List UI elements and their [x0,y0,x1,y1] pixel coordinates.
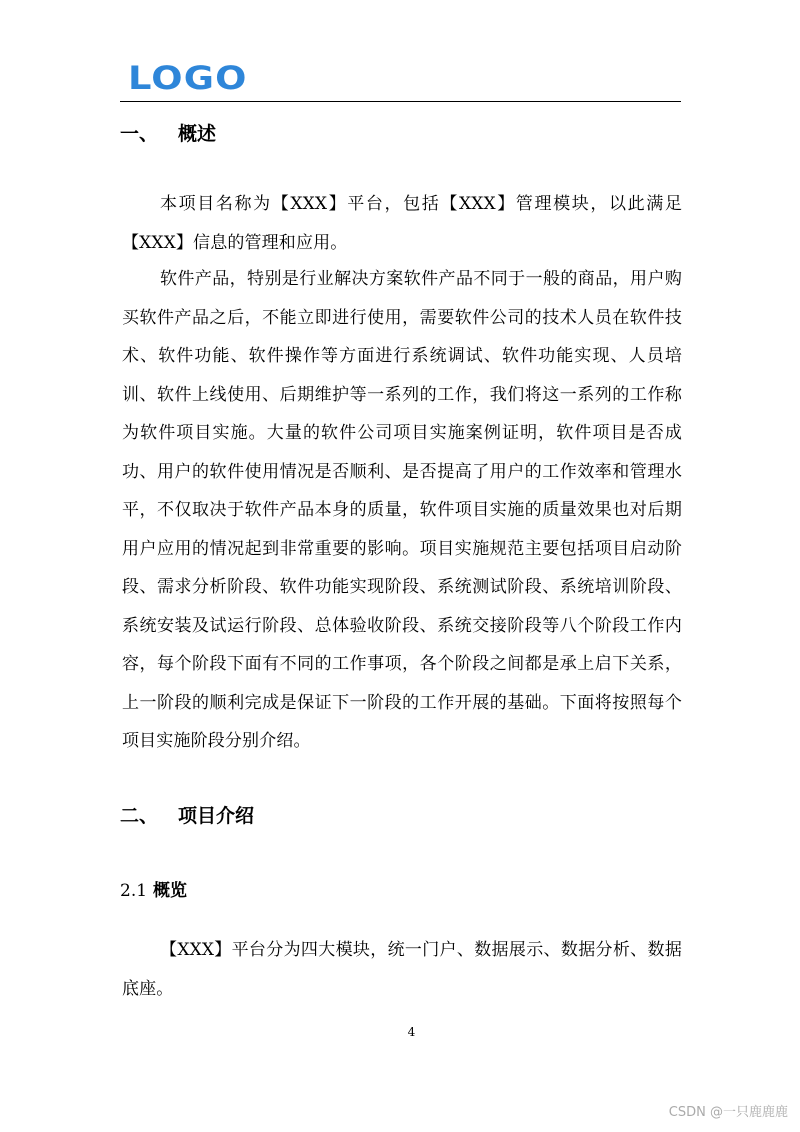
section-title: 概述 [178,123,217,145]
paragraph-implementation: 软件产品，特别是行业解决方案软件产品不同于一般的商品，用户购买软件产品之后，不能立即进行使用，需要软件公司的技术人员在软件技术、软件功能、软件操作等方面进行系统调试、软件功能实现、人员培训、软件上线使用、后期维护等一系列的工作，我们将这一系列的工作称为软件项目实施。大量的软件公司项目实施案例证明，软件项目是否成功、用户的软件使用情况是否顺利、是否提高了用户的工作效率和管理水平，不仅取决于软件产品本身的质量，软件项目实施的质量效果也对后期用户应用的情况起到非常重要的影响。项目实施规范主要包括项目启动阶段、需求分析阶段、软件功能实现阶段、系统测试阶段、系统培训阶段、系统安装及试运行阶段、总体验收阶段、系统交接阶段等八个阶段工作内容，每个阶段下面有不同的工作事项，各个阶段之间都是承上启下关系，上一阶段的顺利完成是保证下一阶段的工作开展的基础。下面将按照每个项目实施阶段分别介绍。 [122,269,682,751]
subsection-number: 2.1 [120,881,148,901]
section-title: 项目介绍 [178,805,255,827]
subsection-title: 概览 [152,881,187,901]
section-number: 一、 [120,123,159,145]
section-heading-overview [120,121,216,147]
paragraph-intro: 本项目名称为【XXX】平台，包括【XXX】管理模块，以此满足【XXX】信息的管理和应用。 [122,194,682,253]
page-header [120,60,681,102]
section-heading-project-intro [120,803,254,829]
paragraph-modules: 【XXX】平台分为四大模块，统一门户、数据展示、数据分析、数据底座。 [122,940,682,999]
logo: LOGO [128,59,248,97]
watermark: CSDN @一只鹿鹿鹿 [668,1105,788,1120]
section-number: 二、 [120,805,159,827]
page-number: 4 [407,1025,416,1039]
subsection-heading-overview [120,879,187,903]
